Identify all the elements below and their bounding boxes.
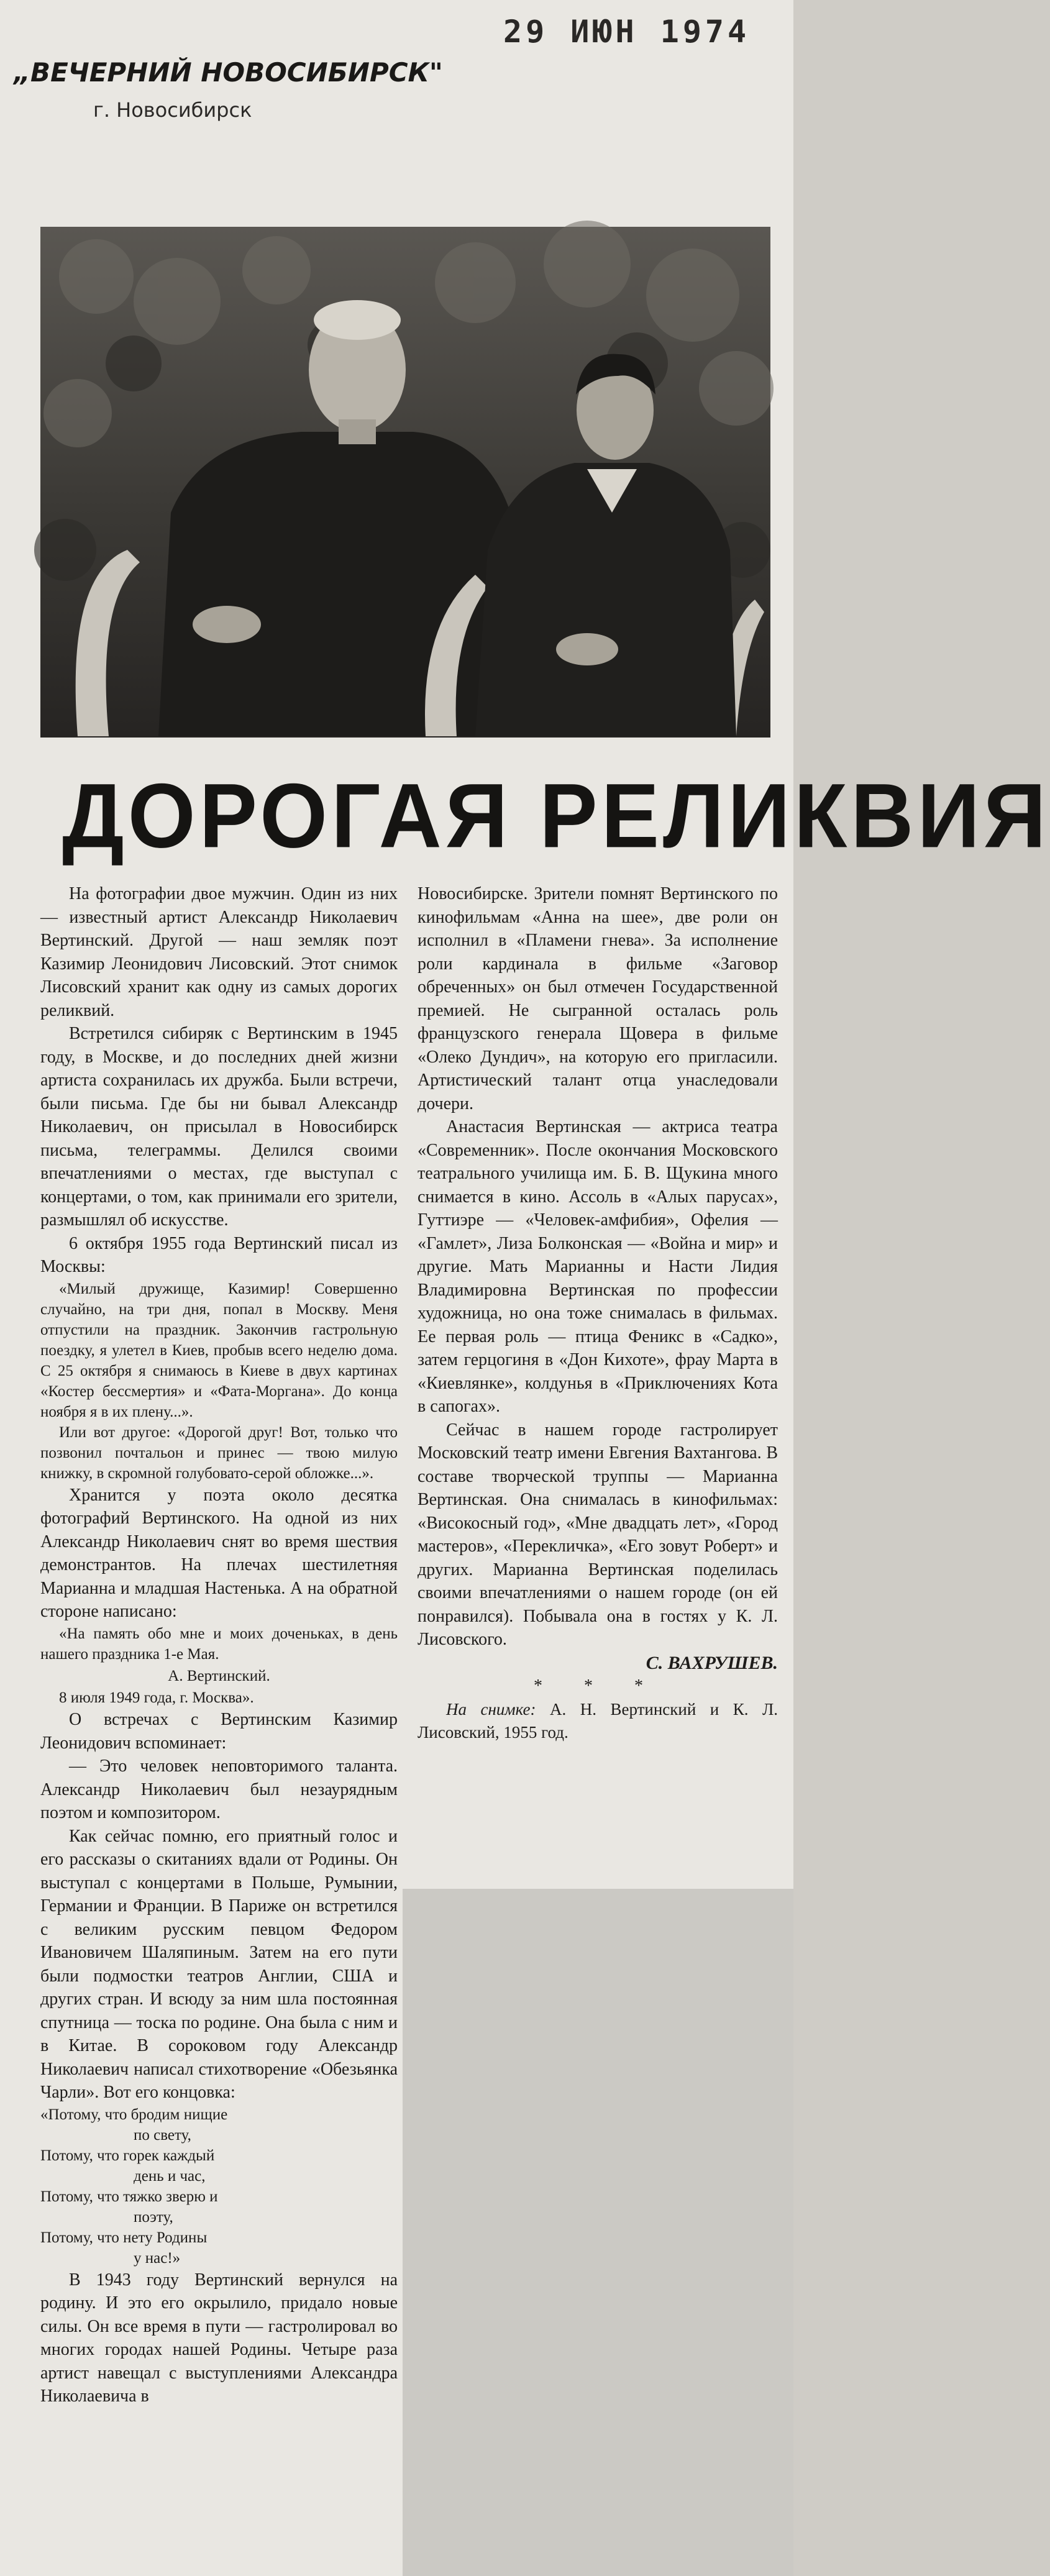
article-title: ДОРОГАЯ РЕЛИКВИЯ	[62, 764, 1050, 867]
newspaper-city: г. Новосибирск	[93, 98, 252, 122]
paragraph: Хранится у поэта около десятка фотографий Вертинского. На одной из них Александр Николаевич снят во время шествия демонстрантов. На плечах шестилетняя Марианна и младшая Настенька. А на обратной стороне написано:	[40, 1485, 398, 1621]
background-area	[403, 1889, 793, 2576]
paragraph: Новосибирске. Зрители помнят Вертинского по кинофильмам «Анна на шее», две роли он исполнил в «Пламени гнева». За исполнение роли кардинала в фильме «Заговор обреченных» он был отмечен Государственной премией. Не сыгранной осталась роль французского генерала Щовера в фильме «Олеко Дундич», на которую его пригласили. Артистический талант отца унаследовали дочери.	[418, 884, 778, 1113]
article-author: С. ВАХРУШЕВ.	[646, 1652, 778, 1673]
paragraph: Сейчас в нашем городе гастролирует Московский театр имени Евгения Вахтангова. В составе творческой труппы — Марианна Вертинская. Она снималась в кинофильмах: «Високосный год», «Мне двадцать лет», «Город мастеров», «Перекличка», «Его зовут Роберт» и других. Марианна Вертинская поделилась своими впечатлениями о нашем городе (он ей понравился). Побывала она в гостях у К. Л. Лисовского.	[418, 1420, 778, 1649]
caption-label: На снимке:	[446, 1699, 536, 1719]
article-column-right	[418, 882, 778, 1876]
paragraph: — Это человек неповторимого таланта. Александр Николаевич был незаурядным поэтом и композитором.	[40, 1756, 398, 1822]
paragraph: Встретился сибиряк с Вертинским в 1945 году, в Москве, и до последних дней жизни артиста сохранилась их дружба. Были встречи, были письма. Где бы ни бывал Александр Николаевич, он присылал в Новосибирск письма, телеграммы. Делился своими впечатлениями о местах, где выступал с концертами, о том, как принимали его зрители, размышлял об искусстве.	[40, 1024, 398, 1230]
caption-text: А. Н. Вертинский и К. Л. Лисовский, 1955 год.	[418, 1699, 778, 1742]
inscription-quote: «На память обо мне и моих доченьках, в день нашего праздника 1-е Мая.	[40, 1625, 398, 1663]
paragraph: На фотографии двое мужчин. Один из них — известный артист Александр Николаевич Вертинский. Другой — наш земляк поэт Казимир Леонидович Лисовский. Этот снимок Лисовский хранит как одну из самых дорогих реликвий.	[40, 884, 398, 1020]
letter-quote: Или вот другое: «Дорогой друг! Вот, только что позвонил почтальон и принес — твою милую книжку, в скромной голубовато-серой обложке...».	[40, 1423, 398, 1482]
newspaper-name: „ВЕЧЕРНИЙ НОВОСИБИРСК"	[14, 57, 443, 88]
inscription-signature: А. Вертинский.	[168, 1667, 270, 1684]
poem-excerpt: «Потому, что бродим нищие по свету, Потому, что горек каждый день и час, Потому, что тяжко зверю и поэту, Потому, что нету Родины у нас!»	[40, 2106, 228, 2267]
letter-quote: «Милый дружище, Казимир! Совершенно случайно, на три дня, попал в Москву. Меня отпустили на праздник. Закончив гастрольную поездку, я улетел в Киев, пробыв всего неделю дома. С 25 октября я снимаюсь в Киеве в двух картинах «Костер бессмертия» и «Фата-Моргана». До конца ноября я в их плену...».	[40, 1280, 398, 1420]
inscription-date: 8 июля 1949 года, г. Москва».	[59, 1689, 254, 1706]
article-column-left	[40, 882, 398, 2560]
paragraph: О встречах с Вертинским Казимир Леонидович вспоминает:	[40, 1710, 398, 1753]
paragraph: В 1943 году Вертинский вернулся на родину. И это его окрылило, придало новые силы. Он все время в пути — гастролировал во многих городах нашей Родины. Четыре раза артист навещал с выступлениями Александра Николаевича в	[40, 2270, 398, 2406]
date-stamp: 29 ИЮН 1974	[503, 14, 751, 50]
paragraph: Как сейчас помню, его приятный голос и его рассказы о скитаниях вдали от Родины. Он выступал с концертами в Польше, Румынии, Германии и Франции. В Париже он встретился с великим русским певцом Федором Ивановичем Шаляпиным. Затем на его пути были подмостки театров Англии, США и других стран. И всюду за ним шла постоянная спутница — тоска по родине. Она была с ним и в Китае. В сороковом году Александр Николаевич написал стихотворение «Обезьянка Чарли». Вот его концовка:	[40, 1826, 398, 2102]
paragraph: 6 октября 1955 года Вертинский писал из Москвы:	[40, 1233, 398, 1276]
separator-stars: * * *	[534, 1676, 662, 1696]
photo-caption	[418, 1698, 778, 1745]
paragraph: Анастасия Вертинская — актриса театра «Современник». После окончания Московского театрального училища им. Б. В. Щукина много снимается в кино. Ассоль в «Алых парусах», Гуттиэре — «Человек-амфибия», Офелия — «Гамлет», Лиза Болконская — «Война и мир» и другие. Мать Марианны и Насти Лидия Владимировна Вертинская по профессии художница, но она тоже снималась в фильмах. Ее первая роль — птица Феникс в «Садко», затем герцогиня в «Дон Кихоте», фрау Марта в «Киевлянке», колдунья в «Приключениях Кота в сапогах».	[418, 1117, 778, 1416]
photo-two-men-icon	[40, 227, 770, 738]
article-photo	[40, 227, 770, 738]
